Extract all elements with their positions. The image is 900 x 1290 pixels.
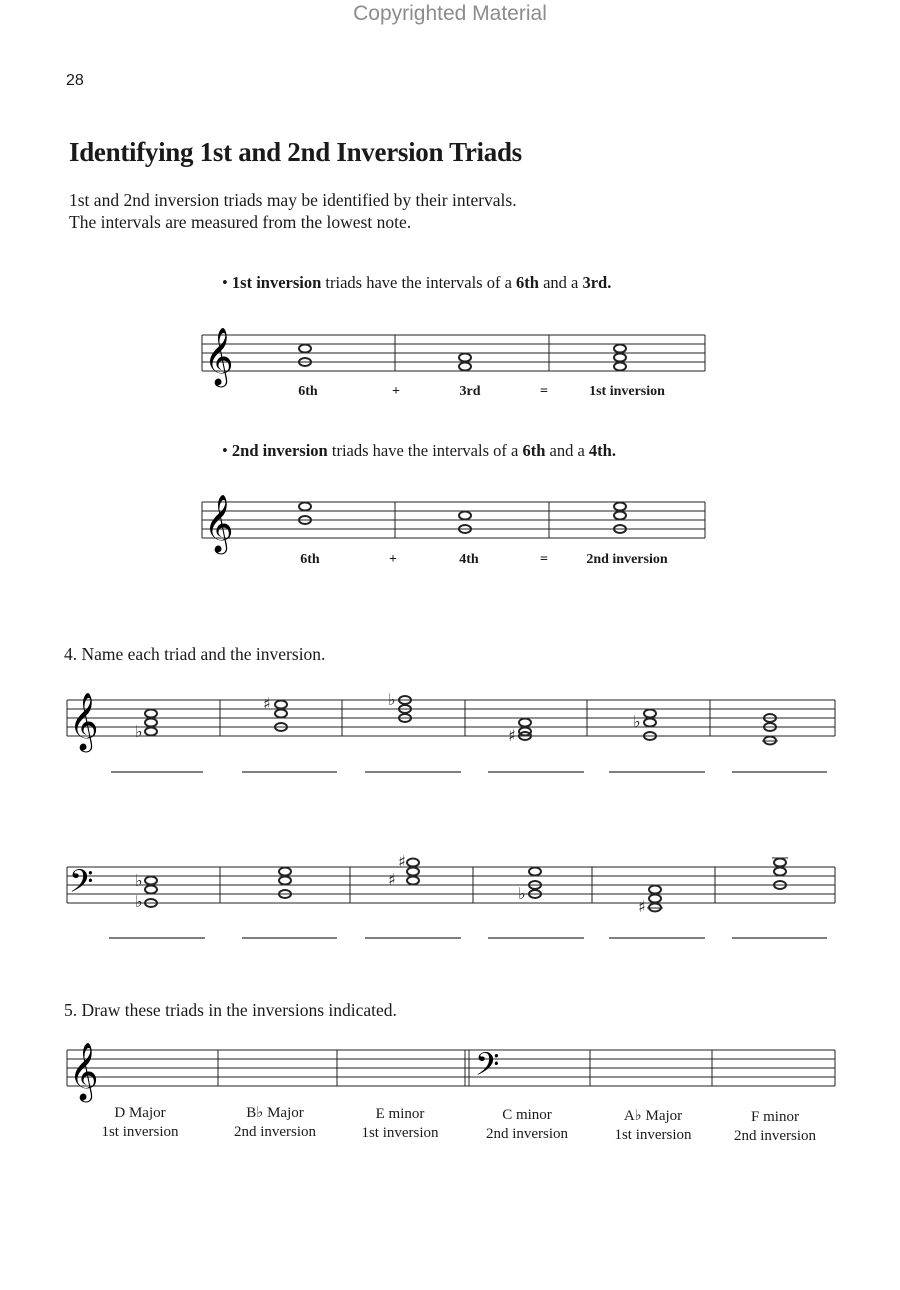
page-title: Identifying 1st and 2nd Inversion Triads (69, 137, 522, 167)
flat-icon: ♭ (135, 722, 143, 741)
treble-clef: 𝄞 (69, 1042, 99, 1100)
triad-10-notes (529, 868, 541, 899)
triad-1-notes (145, 710, 157, 736)
example-1-label: 3rd (459, 384, 481, 399)
triad-prompt-6: F minor 2nd inversion (733, 1109, 817, 1144)
exercise-5-staff (65, 1030, 840, 1105)
bullet-dot: • (222, 441, 232, 460)
example-1-staff (200, 320, 710, 390)
exercise-5-prompt: 5. Draw these triads in the inversions indicated. (64, 1000, 397, 1020)
triad-6-notes (762, 714, 778, 745)
example-2-label: 6th (300, 552, 320, 567)
intro-line-1: 1st and 2nd inversion triads may be identified by their intervals. (69, 190, 517, 210)
example-1-label: 1st inversion (589, 384, 665, 399)
sharp-icon: ♯ (508, 726, 516, 745)
intro-line-2: The intervals are measured from the lowest note. (69, 212, 412, 232)
bullet-first-inversion: • 1st inversion triads have the intervals of a 6th and a 3rd. (222, 273, 612, 292)
triad-prompt-4: C minor 2nd inversion (485, 1107, 569, 1142)
flat-icon: ♭ (633, 712, 641, 731)
notes-6th (299, 503, 311, 525)
treble-clef: 𝄞 (204, 327, 234, 385)
example-2-label: + (389, 552, 397, 567)
bullet-dot: • (222, 273, 232, 292)
example-1-label: 6th (298, 384, 318, 399)
example-2-label: 2nd inversion (586, 552, 668, 567)
notes-6th (299, 345, 311, 367)
triad-11-notes (647, 886, 663, 912)
example-2-label: 4th (459, 552, 479, 567)
triad-8-notes (279, 868, 291, 899)
example-2-staff (200, 487, 710, 557)
treble-clef: 𝄞 (204, 494, 234, 552)
triad-prompt-3: E minor 1st inversion (361, 1106, 439, 1141)
sharp-icon: ♯ (638, 897, 646, 916)
copyright-watermark: Copyrighted Material (353, 2, 547, 25)
intro-text (69, 189, 517, 233)
triad-5-notes (644, 710, 656, 741)
exercise-4-prompt: 4. Name each triad and the inversion. (64, 644, 326, 664)
bass-clef: 𝄢 (69, 863, 94, 907)
sharp-icon: ♯ (398, 852, 406, 871)
exercise-4-bass-staff (65, 845, 840, 955)
exercise-4-treble-staff (65, 680, 840, 790)
triad-prompt-1: D Major 1st inversion (101, 1105, 179, 1140)
bullet-second-inversion: • 2nd inversion triads have the intervals of a 6th and a 4th. (222, 441, 616, 460)
flat-icon: ♭ (135, 871, 143, 890)
triad-4-notes (519, 719, 531, 741)
triad-prompt-2: B♭ Major 2nd inversion (233, 1105, 317, 1140)
triad-prompt-5: A♭ Major 1st inversion (614, 1108, 692, 1143)
flat-icon: ♭ (518, 884, 526, 903)
example-1-label: = (540, 384, 548, 399)
triad-12-notes (772, 858, 788, 889)
notes-1st-inversion (614, 345, 626, 371)
flat-icon: ♭ (135, 892, 143, 911)
triad-2-notes (275, 701, 287, 732)
example-1-label: + (392, 384, 400, 399)
bass-clef: 𝄢 (475, 1046, 500, 1090)
triad-7-notes (145, 877, 157, 908)
sharp-icon: ♯ (388, 870, 396, 889)
triad-9-notes (407, 859, 419, 885)
example-2-label: = (540, 552, 548, 567)
treble-clef: 𝄞 (69, 692, 99, 750)
page-number: 28 (66, 72, 84, 89)
sharp-icon: ♯ (263, 694, 271, 713)
flat-icon: ♭ (388, 690, 396, 709)
notes-4th (459, 512, 471, 534)
notes-2nd-inversion (614, 503, 626, 534)
